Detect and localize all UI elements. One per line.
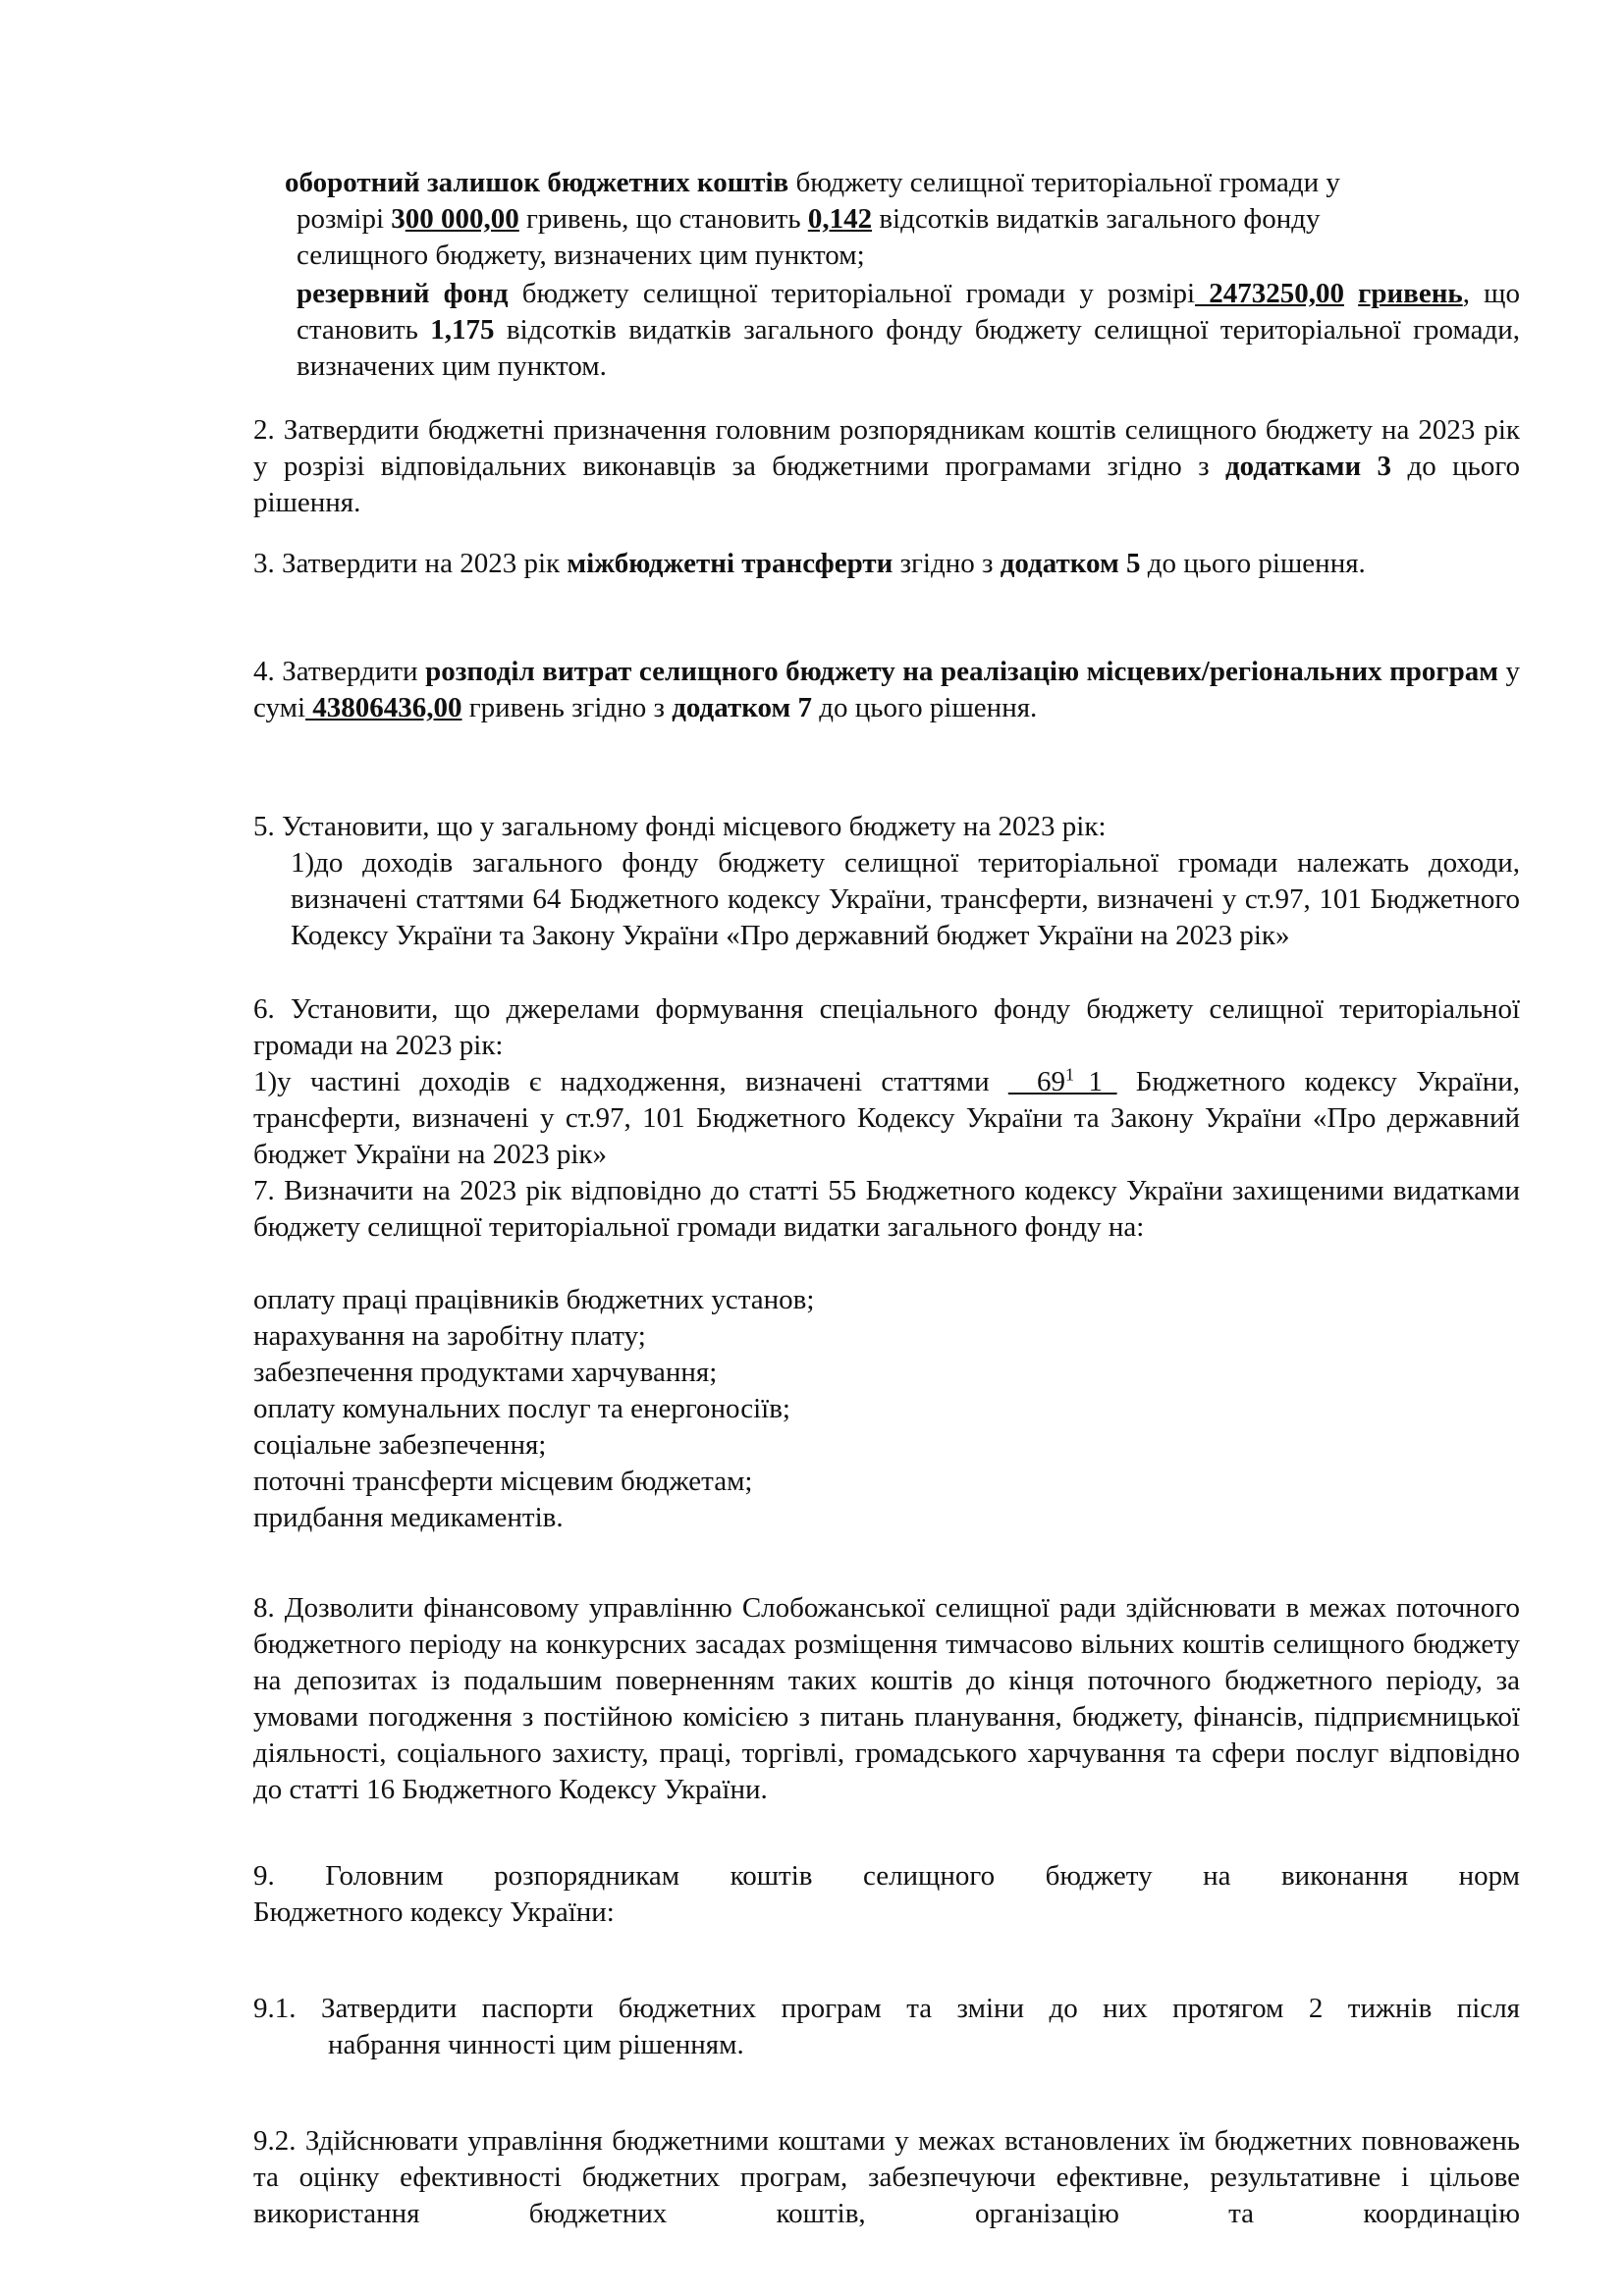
item-7-list-item: оплату комунальних послуг та енергоносіїв; — [253, 1393, 790, 1424]
item-4-amount: 43806436,00 — [305, 692, 462, 723]
item-3-paragraph: 3. Затвердити на 2023 рік міжбюджетні трансферти згідно з додатком 5 до цього рішення. — [253, 548, 1366, 579]
item-7-list-item: соціальне забезпечення; — [253, 1429, 547, 1461]
working-balance-amount-first-digit: 3 — [391, 203, 406, 235]
working-balance-term: оборотний залишок бюджетних коштів — [285, 167, 789, 198]
working-balance-line-2 — [297, 201, 1320, 238]
item-9-line-2: Бюджетного кодексу України: — [253, 1896, 615, 1928]
working-balance-line-1 — [285, 165, 1340, 201]
item-9-2-paragraph: 9.2. Здійснювати управління бюджетними коштами у межах встановлених їм бюджетних повноважень та оцінку ефективності бюджетних програм, забезпечуючи ефективне, результативне і цільове використання бюджетних коштів, організацію та координацію — [253, 2125, 1520, 2229]
item-7-list-item: оплату праці працівників бюджетних установ; — [253, 1284, 815, 1315]
item-2-paragraph: 2. Затвердити бюджетні призначення головним розпорядникам коштів селищного бюджету на 2023 рік у розрізі відповідальних виконавців за бюджетними програмами згідно з додатками 3 до цього рішення. — [253, 414, 1520, 518]
item-9-paragraph: 9. Головним розпорядникам коштів селищного бюджету на виконання норм — [253, 1860, 1520, 1892]
working-balance-text-2: розмірі — [297, 203, 392, 235]
item-7-intro: 7. Визначити на 2023 рік відповідно до статті 55 Бюджетного кодексу України захищеними видатками бюджету селищної територіальної громади видатки загального фонду на: — [253, 1175, 1520, 1243]
item-4-paragraph: 4. Затвердити розподіл витрат селищного бюджету на реалізацію місцевих/регіональних програм у сумі 43806436,00 гривень згідно з додатком 7 до цього рішення. — [253, 656, 1520, 723]
item-4-distribution: розподіл витрат селищного бюджету на реалізацію місцевих/регіональних програм — [425, 656, 1498, 687]
working-balance-text-4: відсотків видатків загального фонду — [872, 203, 1321, 235]
item-6-article-number: $\_\_69^1\_1\_$ — [1007, 1064, 1117, 1097]
item-5-heading: 5. Установити, що у загальному фонді місцевого бюджету на 2023 рік: — [253, 811, 1107, 842]
item-7-list-item: забезпечення продуктами харчування; — [253, 1357, 718, 1388]
item-6-subitem-1: 1)у частині доходів є надходження, визначені статтями $\_\_69^1\_1\_$ Бюджетного кодексу України, трансферти, визначені у ст.97, 101 Бюджетного Кодексу України та Закону України «Про державний бюджет України на 2023 рік» — [253, 1064, 1521, 1170]
item-9-1-line-2: набрання чинності цим рішенням. — [328, 2029, 744, 2060]
working-balance-line-3 — [297, 238, 865, 274]
item-8-paragraph: 8. Дозволити фінансовому управлінню Слобожанської селищної ради здійснювати в межах поточного бюджетного періоду на конкурсних засадах розміщення тимчасово вільних коштів селищного бюджету на депозитах із подальшим поверненням таких коштів до кінця поточного бюджетного періоду, за умовами погодження з постійною комісією з питань планування, бюджету, фінансів, підприємницької діяльності, соціального захисту, праці, торгівлі, громадського харчування та сфери послуг відповідно до статті 16 Бюджетного Кодексу України. — [253, 1592, 1520, 1805]
reserve-fund-currency: гривень — [1358, 278, 1463, 309]
item-9-1-paragraph: 9.1. Затвердити паспорти бюджетних програм та зміни до них протягом 2 тижнів після — [253, 1993, 1520, 2024]
item-5-subitem-1: 1)до доходів загального фонду бюджету селищної територіальної громади належать доходи, визначені статтями 64 Бюджетного кодексу України, трансферти, визначені у ст.97, 101 Бюджетного Кодексу України та Закону України «Про державний бюджет України на 2023 рік» — [291, 847, 1520, 951]
item-3-appendix: додатком 5 — [1000, 548, 1141, 579]
reserve-fund-paragraph: резервний фонд бюджету селищної територіальної громади у розмірі 2473250,00 гривень, що становить 1,175 відсотків видатків загального фонду бюджету селищної територіальної громади, визначених цим пунктом. — [297, 278, 1520, 382]
working-balance-text-3: гривень, що становить — [518, 203, 808, 235]
working-balance-percent: 0,142 — [807, 203, 873, 235]
working-balance-amount: 00 000,00 — [405, 203, 519, 235]
working-balance-text-5: селищного бюджету, визначених цим пунктом; — [297, 240, 865, 271]
item-2-appendix: додатками 3 — [1224, 451, 1392, 482]
item-7-list-item: придбання медикаментів. — [253, 1502, 564, 1533]
reserve-fund-term: резервний фонд — [297, 278, 509, 309]
reserve-fund-amount: 2473250,00 — [1195, 278, 1344, 309]
item-4-appendix: додатком 7 — [672, 692, 812, 723]
reserve-fund-percent: 1,175 — [430, 314, 495, 346]
working-balance-text-1: бюджету селищної територіальної громади у — [788, 167, 1340, 198]
item-6-heading: 6. Установити, що джерелами формування спеціального фонду бюджету селищної територіальної громади на 2023 рік: — [253, 993, 1520, 1061]
item-3-transfers: міжбюджетні трансферти — [567, 548, 893, 579]
item-7-list-item: поточні трансферти місцевим бюджетам; — [253, 1466, 753, 1497]
item-7-list-item: нарахування на заробітну плату; — [253, 1320, 646, 1352]
